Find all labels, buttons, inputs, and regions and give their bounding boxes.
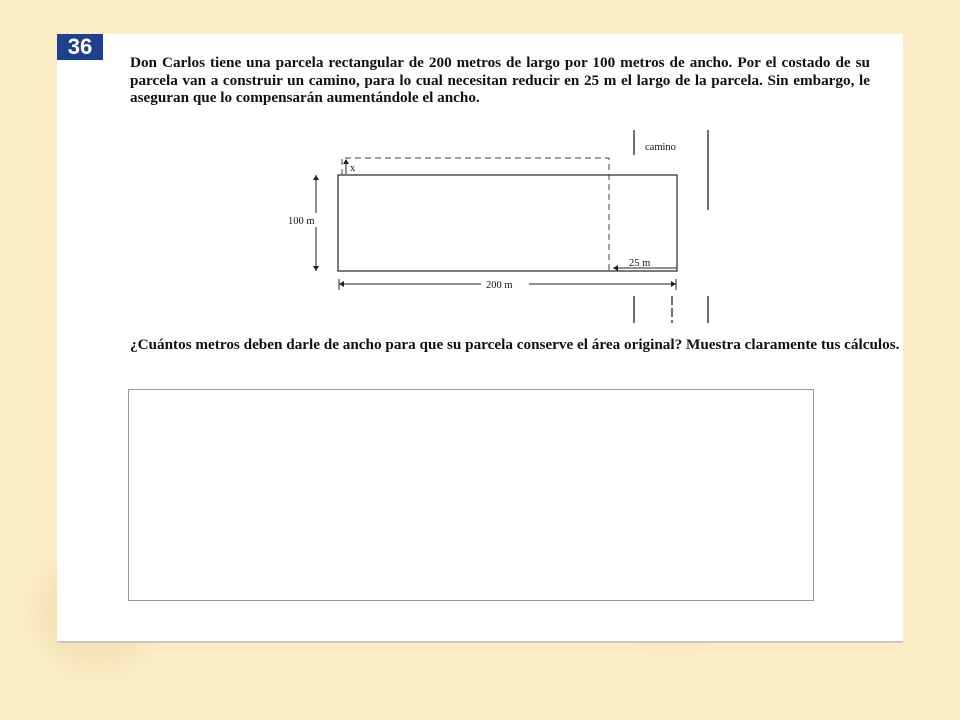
height-label: 100 m — [288, 216, 315, 227]
question-text: ¿Cuántos metros deben darle de ancho para que su parcela conserve el área original? Muestra claramente tus cálculos. — [130, 336, 900, 353]
length-label: 200 m — [486, 280, 513, 291]
reduction-arrow — [613, 265, 618, 271]
parcel-rectangle — [338, 175, 677, 271]
length-arrow-right — [671, 281, 676, 287]
x-label: x — [350, 163, 356, 174]
worksheet-page — [57, 34, 903, 643]
height-arrow-bottom — [313, 266, 319, 271]
parcel-diagram — [57, 34, 903, 334]
problem-statement: Don Carlos tiene una parcela rectangular de 200 metros de largo por 100 metros de ancho. Por el costado de su parcela van a construir un camino, para lo cual necesitan reducir en 25 m el largo de la parcela. Sin embargo, le aseguran que lo compensarán aumentándole el ancho. — [130, 54, 870, 106]
problem-number-badge: 36 — [57, 34, 103, 60]
x-arrowhead — [343, 159, 349, 164]
answer-box[interactable] — [128, 389, 814, 601]
reduction-label: 25 m — [629, 258, 651, 269]
length-arrow-left — [339, 281, 344, 287]
height-arrow-top — [313, 175, 319, 180]
road-label: camino — [645, 142, 676, 153]
